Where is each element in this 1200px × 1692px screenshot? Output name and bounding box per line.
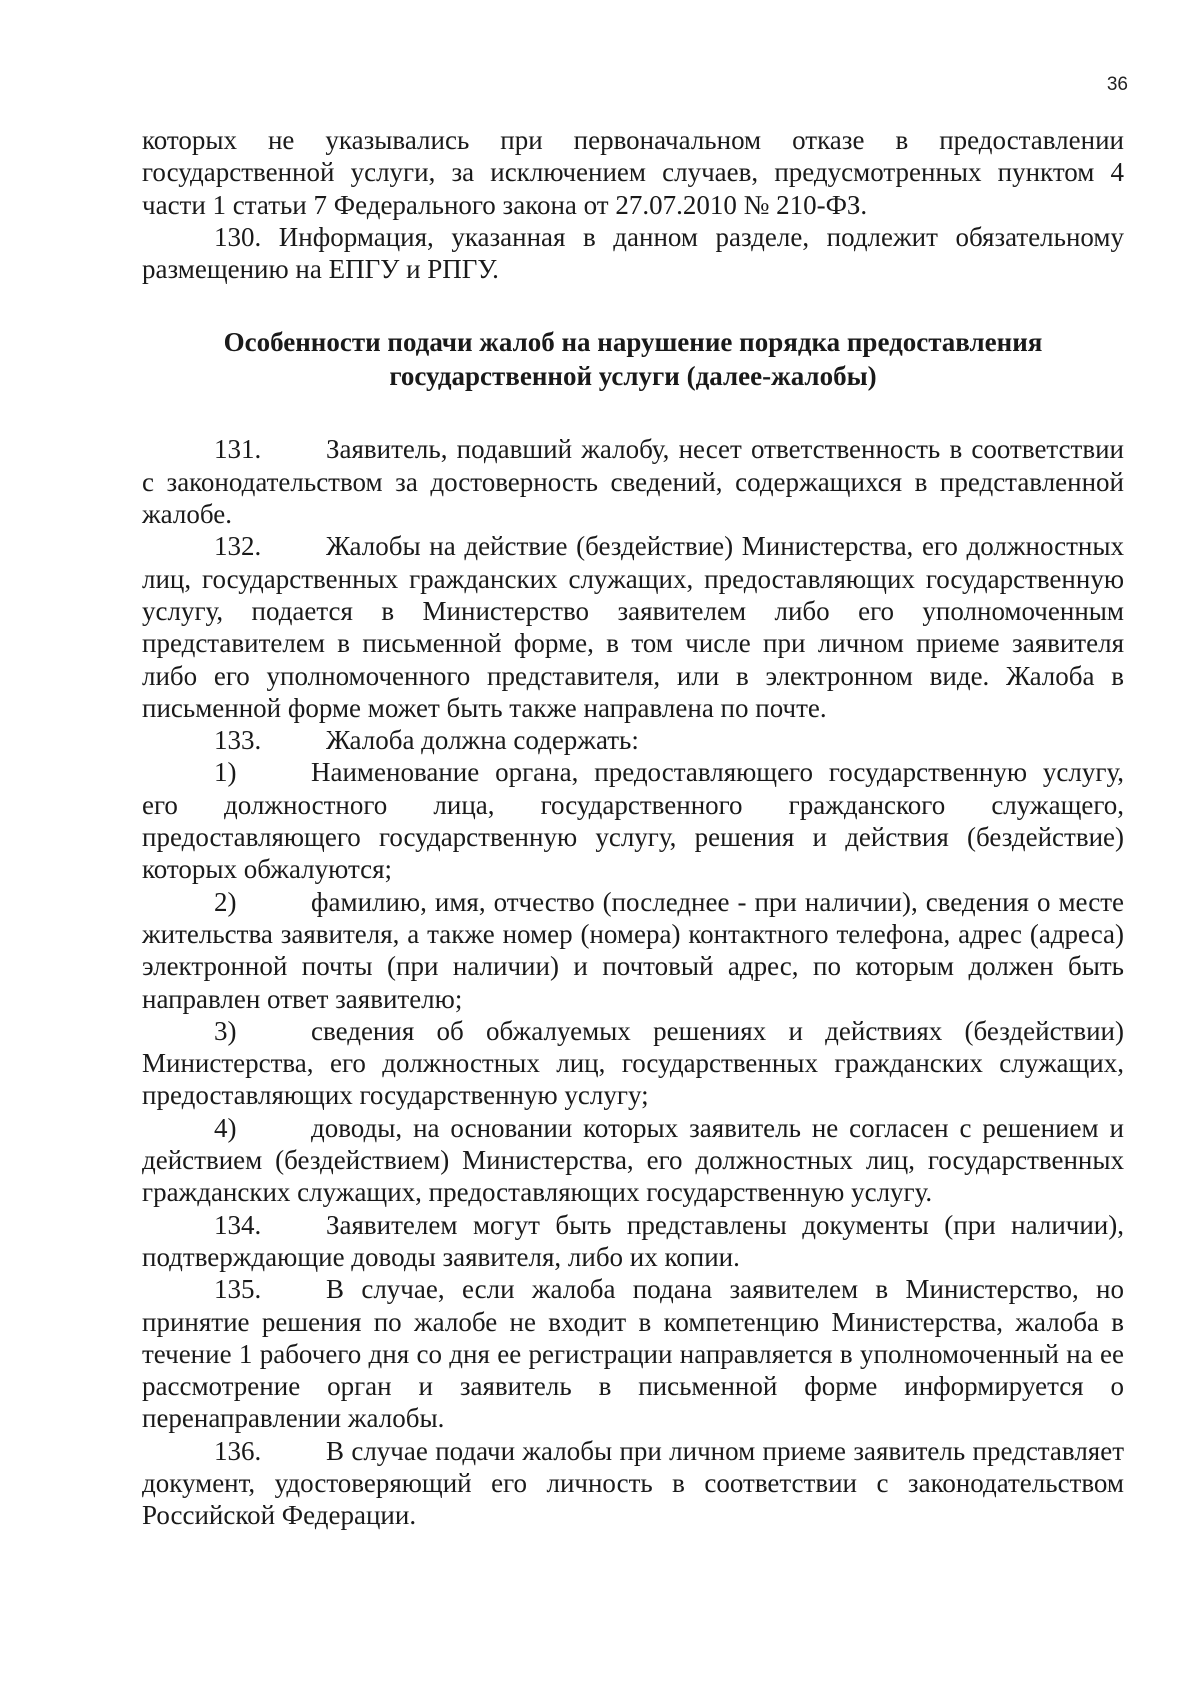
paragraph-number: 135. [214, 1274, 262, 1305]
paragraph-number: 136. [214, 1435, 262, 1466]
subitem-number: 3) [214, 1015, 237, 1046]
paragraph-136 [142, 1435, 1124, 1532]
continuation-paragraph: которых не указывались при первоначальном отказе в предоставлении государственной услуги, за исключением случаев, предусмотренных пунктом 4 части 1 статьи 7 Федерального закона от 27.07.2010 № 210-ФЗ. [142, 125, 1124, 220]
paragraph-number: 131. [214, 434, 262, 465]
paragraph-132 [142, 530, 1124, 724]
subitem-text: сведения об обжалуемых решениях и действиях (бездействии) Министерства, его должностных лиц, государственных гражданских служащих, предоставляющих государственную услугу; [142, 1015, 1124, 1111]
paragraph-number: 134. [214, 1209, 262, 1240]
section-heading-line-1: Особенности подачи жалоб на нарушение порядка предоставления [223, 327, 1043, 358]
paragraph-text: Жалобы на действие (бездействие) Министерства, его должностных лиц, государственных гражданских служащих, предоставляющих государственную услугу, подается в Министерство заявителем либо его уполномоченным представителем в письменной форме, в том числе при личном приеме заявителя либо его уполномоченного представителя, или в электронном виде. Жалоба в письменной форме может быть также направлена по почте. [142, 531, 1124, 723]
paragraph-134 [142, 1209, 1124, 1274]
document-body [142, 124, 1124, 1532]
subitem-text: Наименование органа, предоставляющего государственную услугу, его должностного лица, государственного гражданского служащего, предоставляющего государственную услугу, решения и действия (бездействие) которых обжалуются; [142, 757, 1124, 885]
subitem-number: 2) [214, 886, 237, 917]
subitem-number: 4) [214, 1112, 237, 1143]
subitem-1 [142, 756, 1124, 885]
paragraph-text: В случае подачи жалобы при личном приеме заявитель представляет документ, удостоверяющий его личность в соответствии с законодательством Российской Федерации. [142, 1435, 1124, 1531]
subitem-2 [142, 886, 1124, 1015]
subitem-number: 1) [214, 757, 237, 788]
subitem-text: фамилию, имя, отчество (последнее - при наличии), сведения о месте жительства заявителя, а также номер (номера) контактного телефона, адрес (адреса) электронной почты (при наличии) и почтовый адрес, по которым должен быть направлен ответ заявителю; [142, 886, 1124, 1014]
paragraph-text: Жалоба должна содержать: [326, 725, 639, 756]
subitem-3 [142, 1015, 1124, 1112]
paragraph-number: 133. [214, 725, 262, 756]
section-heading [142, 325, 1124, 393]
page-number: 36 [1106, 74, 1128, 95]
paragraph-text: Заявителем могут быть представлены документы (при наличии), подтверждающие доводы заявителя, либо их копии. [142, 1209, 1124, 1272]
paragraph-number: 132. [214, 531, 262, 562]
paragraph-text: Заявитель, подавший жалобу, несет ответственность в соответствии с законодательством за достоверность сведений, содержащихся в представленной жалобе. [142, 434, 1124, 530]
paragraph-text: В случае, если жалоба подана заявителем в Министерство, но принятие решения по жалобе не входит в компетенцию Министерства, жалоба в течение 1 рабочего дня со дня ее регистрации направляется в уполномоченный на ее рассмотрение орган и заявитель в письменной форме информируется о перенаправлении жалобы. [142, 1274, 1124, 1434]
paragraph-131 [142, 433, 1124, 530]
paragraph-130: 130. Информация, указанная в данном разделе, подлежит обязательному размещению на ЕПГУ и РПГУ. [142, 221, 1124, 285]
section-heading-line-2: государственной услуги (далее-жалобы) [389, 361, 877, 392]
paragraph-133 [142, 724, 1124, 756]
subitem-4 [142, 1112, 1124, 1209]
paragraph-135 [142, 1273, 1124, 1434]
subitem-text: доводы, на основании которых заявитель не согласен с решением и действием (бездействием) Министерства, его должностных лиц, государственных гражданских служащих, предоставляющих государственную услугу. [142, 1112, 1124, 1208]
